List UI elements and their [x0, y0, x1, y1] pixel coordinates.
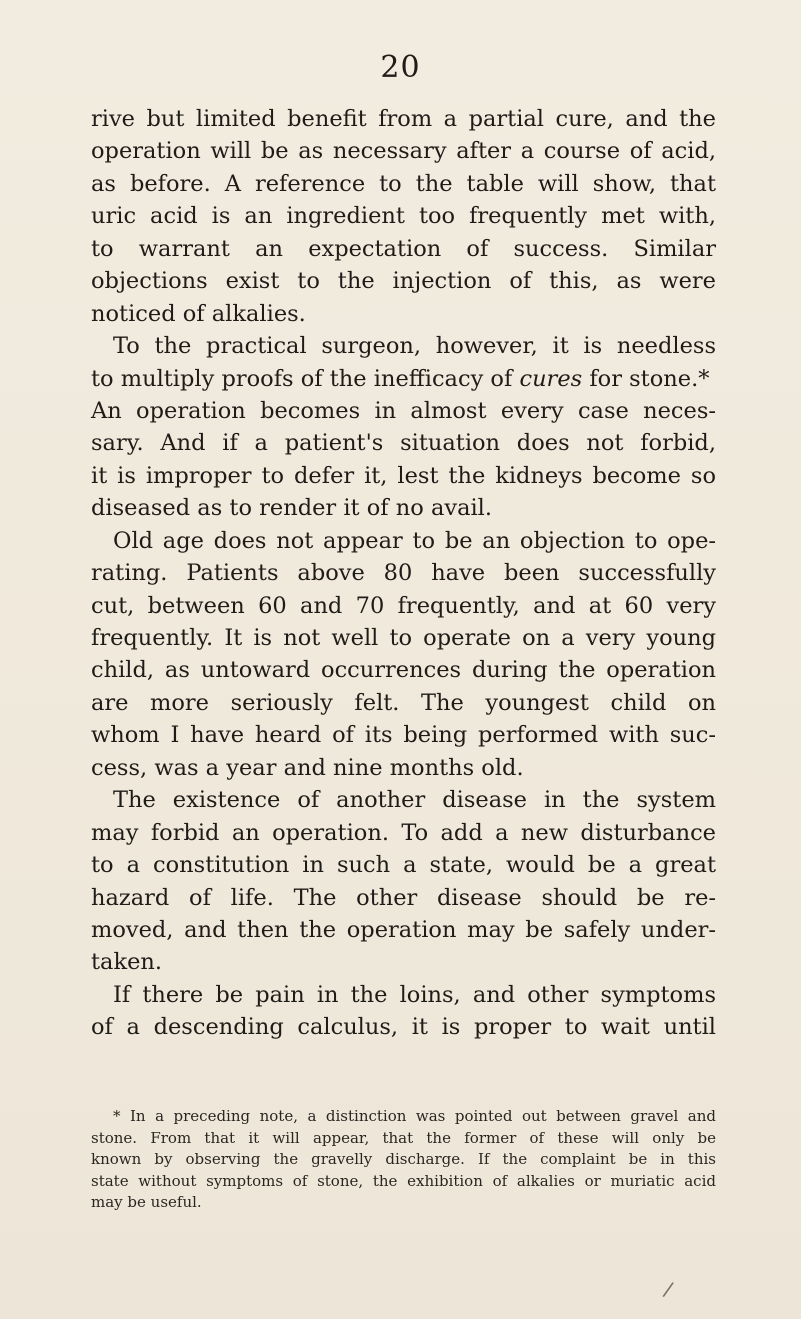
paragraph-start-line: If there be pain in the loins, and other symptoms: [113, 981, 716, 1008]
body-line: of a descending calculus, it is proper to wait until: [91, 1014, 716, 1041]
footnote-line: may be useful.: [91, 1193, 202, 1211]
pencil-mark: /: [661, 1276, 676, 1302]
body-line: child, as untoward occurrences during the operation: [91, 657, 716, 684]
footnote-line: stone. From that it will appear, that the former of these will only be: [91, 1128, 716, 1147]
body-line: cut, between 60 and 70 frequently, and at 60 very: [91, 592, 716, 619]
body-line: frequently. It is not well to operate on a very young: [91, 625, 716, 651]
body-line-with-emphasis: [91, 363, 716, 395]
body-text: [91, 103, 716, 1044]
footnote-line: known by observing the gravelly discharge. If the complaint be in this: [91, 1150, 716, 1168]
paragraph-start-line: The existence of another disease in the system: [113, 787, 716, 814]
body-line: noticed of alkalies.: [91, 300, 306, 327]
body-line: objections exist to the injection of this, as were: [91, 268, 716, 295]
body-line: rating. Patients above 80 have been successfully: [91, 560, 716, 587]
paragraph-start-line: To the practical surgeon, however, it is needless: [113, 333, 716, 360]
emphasized-word: cures: [519, 365, 583, 392]
body-line: may forbid an operation. To add a new disturbance: [91, 819, 716, 846]
body-line: uric acid is an ingredient too frequently met with,: [91, 203, 716, 230]
body-line: taken.: [91, 949, 163, 976]
body-line: as before. A reference to the table will show, that: [91, 170, 716, 197]
paragraph-start-line: Old age does not appear to be an objection to ope-: [113, 527, 716, 554]
footnote: [91, 1106, 716, 1214]
body-line: cess, was a year and nine months old.: [91, 754, 524, 781]
body-line: whom I have heard of its being performed with suc-: [91, 722, 716, 749]
body-line: rive but limited benefit from a partial cure, and the: [91, 106, 716, 132]
footnote-reference: for stone.*: [589, 365, 710, 392]
body-line: diseased as to render it of no avail.: [91, 495, 493, 522]
body-line: An operation becomes in almost every case neces-: [91, 397, 716, 424]
footnote-line: state without symptoms of stone, the exhibition of alkalies or muriatic acid: [91, 1171, 716, 1190]
body-text-fragment: to multiply proofs of the inefficacy of: [91, 365, 513, 392]
footnote-line: * In a preceding note, a distinction was pointed out between gravel and: [113, 1107, 716, 1125]
body-line: to warrant an expectation of success. Similar: [91, 235, 716, 262]
body-line: to a constitution in such a state, would be a great: [91, 852, 716, 879]
body-line: operation will be as necessary after a course of acid,: [91, 138, 716, 165]
body-line: hazard of life. The other disease should be re-: [91, 884, 716, 911]
body-line: moved, and then the operation may be safely under-: [91, 916, 716, 943]
body-line: sary. And if a patient's situation does not forbid,: [91, 430, 716, 457]
page-number: 20: [380, 50, 421, 85]
body-line: it is improper to defer it, lest the kidneys become so: [91, 462, 716, 489]
body-line: are more seriously felt. The youngest child on: [91, 689, 716, 716]
